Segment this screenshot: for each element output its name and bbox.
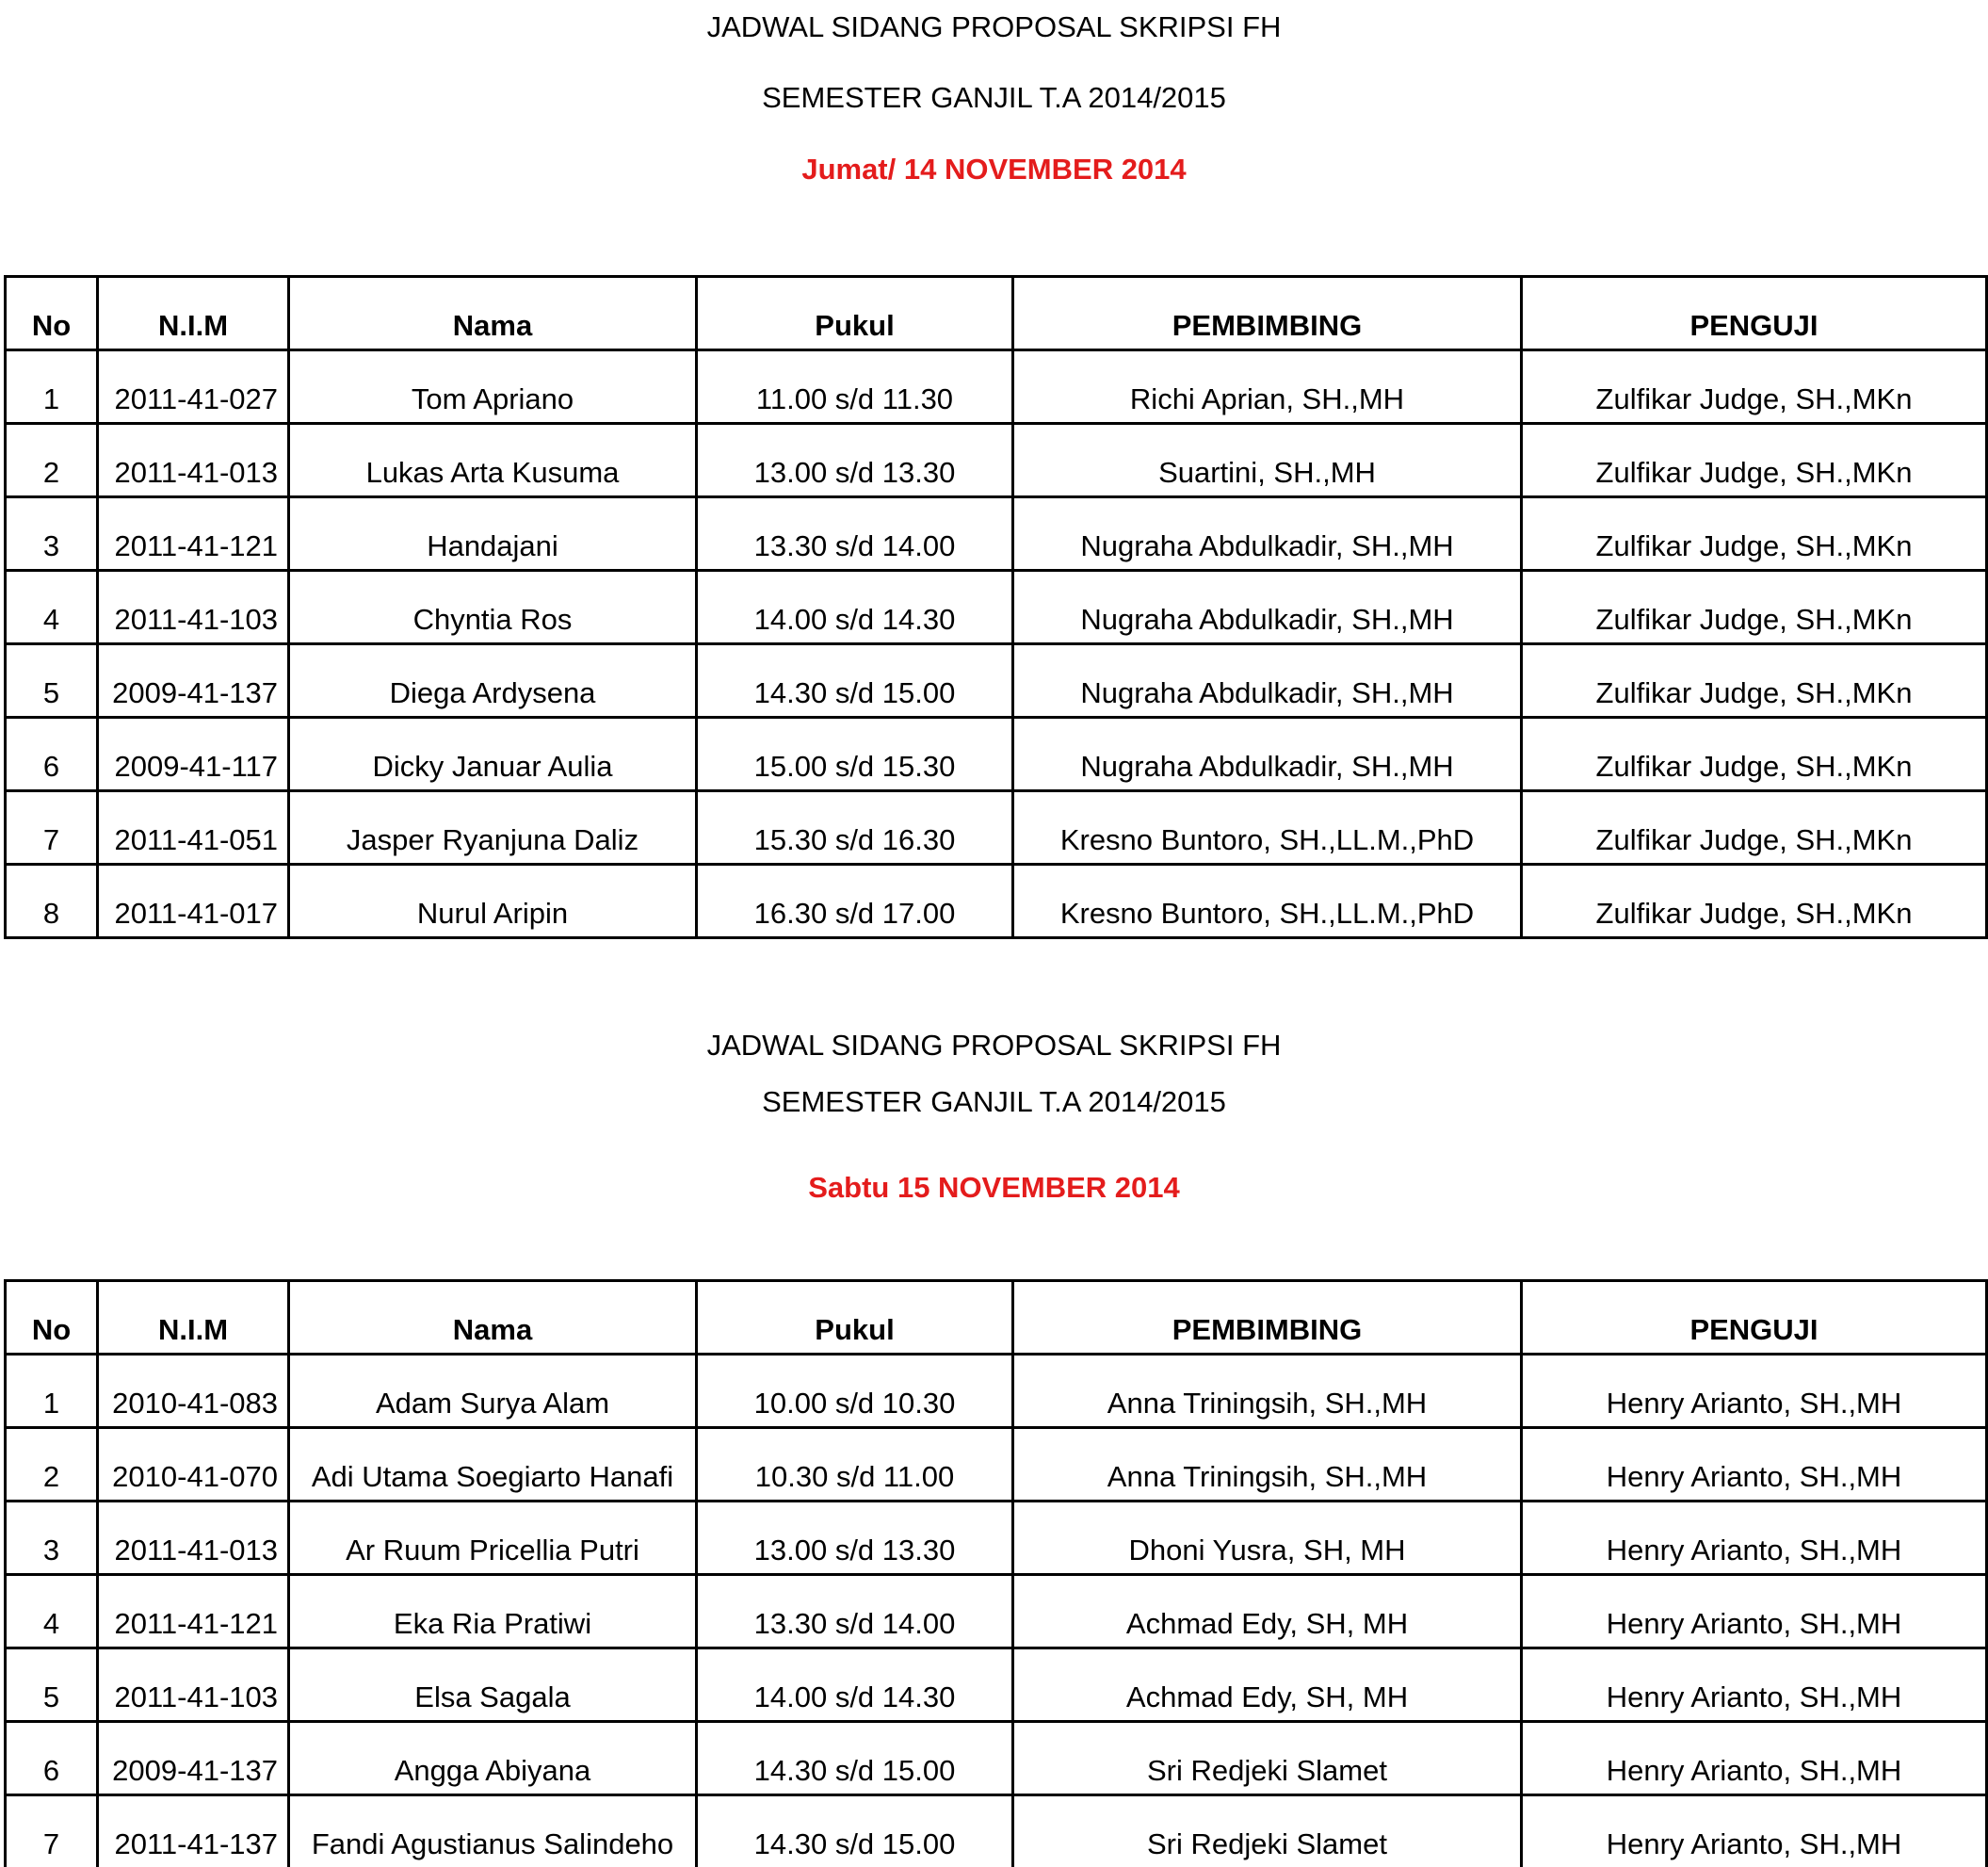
cell-nim: 2011-41-013 — [98, 1502, 289, 1575]
cell-pembimbing: Achmad Edy, SH, MH — [1013, 1575, 1522, 1648]
table-row — [6, 350, 1987, 424]
cell-nama: Fandi Agustianus Salindeho — [289, 1795, 697, 1867]
schedule-title: JADWAL SIDANG PROPOSAL SKRIPSI FH — [0, 1027, 1988, 1064]
column-header-nama: Nama — [289, 277, 697, 350]
cell-penguji: Zulfikar Judge, SH.,MKn — [1522, 497, 1987, 571]
table-row — [6, 424, 1987, 497]
cell-nim: 2009-41-137 — [98, 644, 289, 718]
cell-penguji: Henry Arianto, SH.,MH — [1522, 1795, 1987, 1867]
table-row — [6, 1502, 1987, 1575]
cell-pukul: 10.00 s/d 10.30 — [697, 1355, 1013, 1428]
cell-pukul: 13.30 s/d 14.00 — [697, 497, 1013, 571]
cell-pukul: 14.00 s/d 14.30 — [697, 571, 1013, 644]
schedule-table — [4, 275, 1988, 939]
cell-nama: Nurul Aripin — [289, 865, 697, 938]
table-row — [6, 1648, 1987, 1722]
cell-pembimbing: Kresno Buntoro, SH.,LL.M.,PhD — [1013, 791, 1522, 865]
cell-penguji: Henry Arianto, SH.,MH — [1522, 1575, 1987, 1648]
cell-pukul: 15.00 s/d 15.30 — [697, 718, 1013, 791]
cell-pukul: 14.30 s/d 15.00 — [697, 1722, 1013, 1795]
cell-pukul: 10.30 s/d 11.00 — [697, 1428, 1013, 1502]
column-header-no: No — [6, 277, 98, 350]
cell-pembimbing: Anna Triningsih, SH.,MH — [1013, 1355, 1522, 1428]
cell-no: 7 — [6, 1795, 98, 1867]
cell-pukul: 13.00 s/d 13.30 — [697, 424, 1013, 497]
cell-nim: 2010-41-083 — [98, 1355, 289, 1428]
cell-penguji: Henry Arianto, SH.,MH — [1522, 1722, 1987, 1795]
column-header-pembimbing: PEMBIMBING — [1013, 1281, 1522, 1355]
cell-penguji: Zulfikar Judge, SH.,MKn — [1522, 424, 1987, 497]
table-row — [6, 1428, 1987, 1502]
schedule-table — [4, 1279, 1988, 1867]
cell-no: 6 — [6, 718, 98, 791]
table-header-row — [6, 1281, 1987, 1355]
cell-nama: Adam Surya Alam — [289, 1355, 697, 1428]
semester-subtitle: SEMESTER GANJIL T.A 2014/2015 — [0, 1083, 1988, 1121]
cell-nama: Elsa Sagala — [289, 1648, 697, 1722]
table-row — [6, 1722, 1987, 1795]
cell-pembimbing: Anna Triningsih, SH.,MH — [1013, 1428, 1522, 1502]
cell-nim: 2009-41-137 — [98, 1722, 289, 1795]
cell-pembimbing: Achmad Edy, SH, MH — [1013, 1648, 1522, 1722]
cell-nama: Ar Ruum Pricellia Putri — [289, 1502, 697, 1575]
cell-nim: 2010-41-070 — [98, 1428, 289, 1502]
cell-nama: Jasper Ryanjuna Daliz — [289, 791, 697, 865]
column-header-pukul: Pukul — [697, 277, 1013, 350]
cell-pembimbing: Nugraha Abdulkadir, SH.,MH — [1013, 571, 1522, 644]
table-row — [6, 865, 1987, 938]
cell-penguji: Zulfikar Judge, SH.,MKn — [1522, 865, 1987, 938]
column-header-nim: N.I.M — [98, 1281, 289, 1355]
cell-no: 8 — [6, 865, 98, 938]
cell-pembimbing: Sri Redjeki Slamet — [1013, 1795, 1522, 1867]
table-row — [6, 718, 1987, 791]
cell-penguji: Zulfikar Judge, SH.,MKn — [1522, 718, 1987, 791]
cell-nim: 2011-41-137 — [98, 1795, 289, 1867]
cell-nim: 2011-41-121 — [98, 1575, 289, 1648]
column-header-pembimbing: PEMBIMBING — [1013, 277, 1522, 350]
table-row — [6, 791, 1987, 865]
cell-no: 5 — [6, 644, 98, 718]
cell-nim: 2011-41-027 — [98, 350, 289, 424]
cell-nim: 2011-41-103 — [98, 1648, 289, 1722]
cell-pembimbing: Suartini, SH.,MH — [1013, 424, 1522, 497]
cell-nim: 2011-41-103 — [98, 571, 289, 644]
table-row — [6, 497, 1987, 571]
semester-subtitle: SEMESTER GANJIL T.A 2014/2015 — [0, 79, 1988, 117]
cell-no: 1 — [6, 1355, 98, 1428]
cell-pukul: 14.30 s/d 15.00 — [697, 1795, 1013, 1867]
cell-pembimbing: Dhoni Yusra, SH, MH — [1013, 1502, 1522, 1575]
column-header-nama: Nama — [289, 1281, 697, 1355]
cell-nim: 2011-41-051 — [98, 791, 289, 865]
cell-nama: Adi Utama Soegiarto Hanafi — [289, 1428, 697, 1502]
schedule-title: JADWAL SIDANG PROPOSAL SKRIPSI FH — [0, 8, 1988, 46]
cell-pukul: 14.00 s/d 14.30 — [697, 1648, 1013, 1722]
cell-no: 1 — [6, 350, 98, 424]
cell-pembimbing: Richi Aprian, SH.,MH — [1013, 350, 1522, 424]
cell-penguji: Henry Arianto, SH.,MH — [1522, 1648, 1987, 1722]
schedule-date: Sabtu 15 NOVEMBER 2014 — [0, 1169, 1988, 1207]
cell-nim: 2011-41-017 — [98, 865, 289, 938]
cell-no: 3 — [6, 497, 98, 571]
cell-nama: Eka Ria Pratiwi — [289, 1575, 697, 1648]
cell-nama: Tom Apriano — [289, 350, 697, 424]
column-header-pukul: Pukul — [697, 1281, 1013, 1355]
cell-nim: 2011-41-013 — [98, 424, 289, 497]
table-row — [6, 1575, 1987, 1648]
cell-pembimbing: Kresno Buntoro, SH.,LL.M.,PhD — [1013, 865, 1522, 938]
cell-no: 2 — [6, 1428, 98, 1502]
cell-pukul: 13.00 s/d 13.30 — [697, 1502, 1013, 1575]
cell-no: 7 — [6, 791, 98, 865]
cell-no: 2 — [6, 424, 98, 497]
cell-pembimbing: Nugraha Abdulkadir, SH.,MH — [1013, 718, 1522, 791]
cell-no: 4 — [6, 571, 98, 644]
cell-nim: 2009-41-117 — [98, 718, 289, 791]
cell-pembimbing: Sri Redjeki Slamet — [1013, 1722, 1522, 1795]
table-row — [6, 1355, 1987, 1428]
cell-nama: Dicky Januar Aulia — [289, 718, 697, 791]
cell-no: 3 — [6, 1502, 98, 1575]
column-header-nim: N.I.M — [98, 277, 289, 350]
cell-pukul: 15.30 s/d 16.30 — [697, 791, 1013, 865]
cell-penguji: Zulfikar Judge, SH.,MKn — [1522, 350, 1987, 424]
cell-penguji: Zulfikar Judge, SH.,MKn — [1522, 571, 1987, 644]
cell-penguji: Zulfikar Judge, SH.,MKn — [1522, 644, 1987, 718]
cell-nama: Chyntia Ros — [289, 571, 697, 644]
cell-pukul: 16.30 s/d 17.00 — [697, 865, 1013, 938]
cell-nim: 2011-41-121 — [98, 497, 289, 571]
cell-no: 5 — [6, 1648, 98, 1722]
cell-pembimbing: Nugraha Abdulkadir, SH.,MH — [1013, 644, 1522, 718]
column-header-penguji: PENGUJI — [1522, 1281, 1987, 1355]
table-row — [6, 571, 1987, 644]
cell-nama: Handajani — [289, 497, 697, 571]
cell-penguji: Zulfikar Judge, SH.,MKn — [1522, 791, 1987, 865]
schedule-date: Jumat/ 14 NOVEMBER 2014 — [0, 151, 1988, 188]
cell-nama: Angga Abiyana — [289, 1722, 697, 1795]
cell-penguji: Henry Arianto, SH.,MH — [1522, 1502, 1987, 1575]
cell-no: 4 — [6, 1575, 98, 1648]
cell-penguji: Henry Arianto, SH.,MH — [1522, 1355, 1987, 1428]
column-header-penguji: PENGUJI — [1522, 277, 1987, 350]
cell-pukul: 11.00 s/d 11.30 — [697, 350, 1013, 424]
table-header-row — [6, 277, 1987, 350]
cell-nama: Lukas Arta Kusuma — [289, 424, 697, 497]
column-header-no: No — [6, 1281, 98, 1355]
cell-penguji: Henry Arianto, SH.,MH — [1522, 1428, 1987, 1502]
cell-pembimbing: Nugraha Abdulkadir, SH.,MH — [1013, 497, 1522, 571]
cell-nama: Diega Ardysena — [289, 644, 697, 718]
cell-pukul: 13.30 s/d 14.00 — [697, 1575, 1013, 1648]
cell-no: 6 — [6, 1722, 98, 1795]
cell-pukul: 14.30 s/d 15.00 — [697, 644, 1013, 718]
table-row — [6, 644, 1987, 718]
